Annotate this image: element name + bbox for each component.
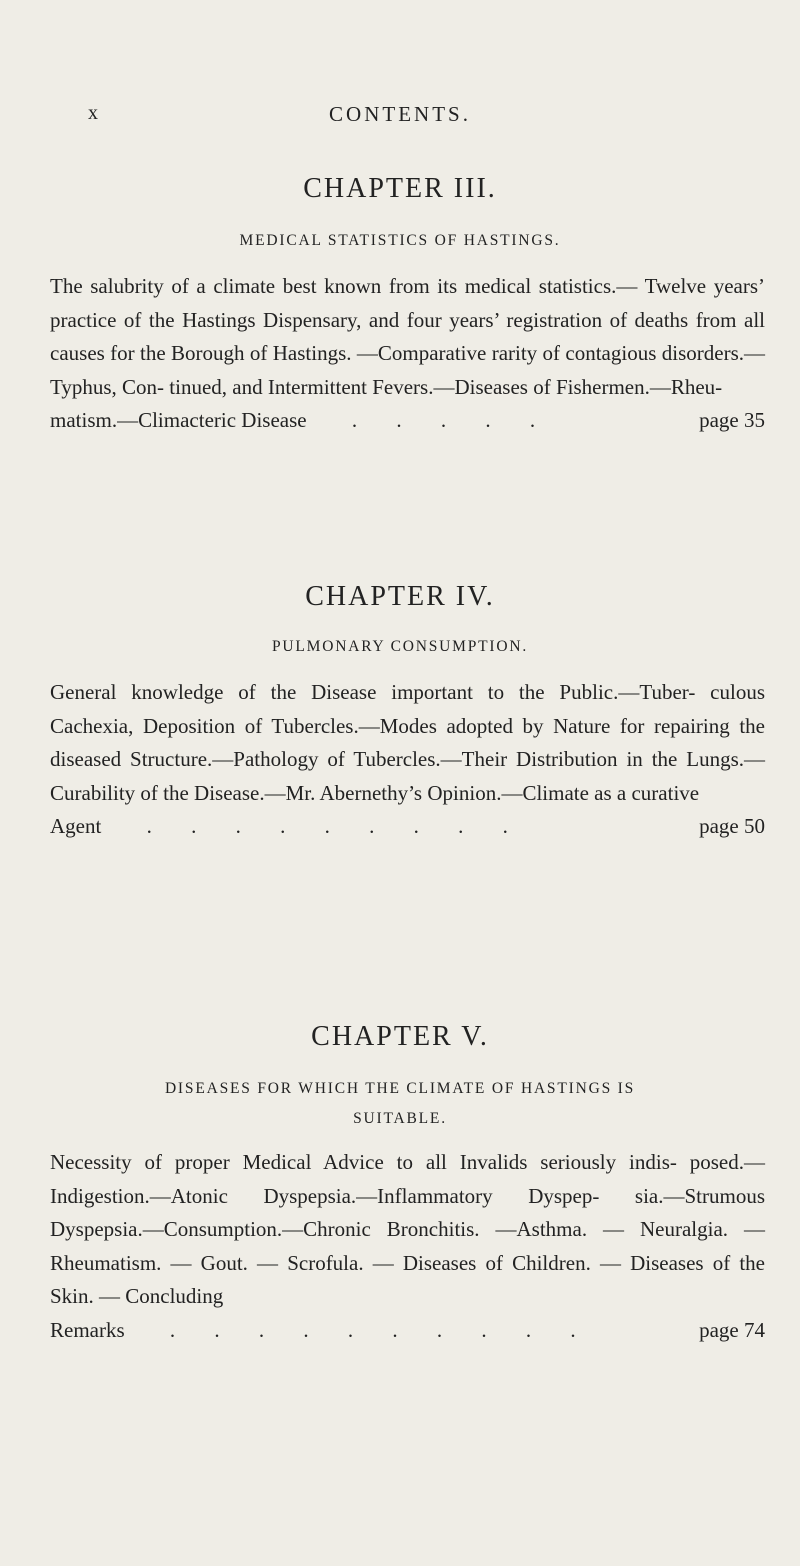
chapter-title: CHAPTER III. [303,173,497,204]
summary-final-line [50,404,765,438]
dot-leader: . . . . . . . . . [146,814,525,838]
summary-text: The salubrity of a climate best known from its medical statistics.— Twelve years’ practice of the Hastings Dispensary, and four years’ registration of deaths from all causes for the Borough of Hastings. —Comparative rarity of contagious disorders.—Typhus, Con- tinued, and Intermittent Fevers.—Diseases of Fishermen.—Rheu- [50,274,765,399]
running-head: CONTENTS. [329,102,471,126]
chapter-subtitle: PULMONARY CONSUMPTION. [271,638,529,655]
chapter-4-heading [0,580,800,662]
chapter-subtitle-line-1: DISEASES FOR WHICH THE CLIMATE OF HASTINGS IS [164,1080,636,1097]
summary-final-line [50,1314,765,1348]
chapter-subtitle: MEDICAL STATISTICS OF HASTINGS. [239,232,561,249]
summary-last-words: Agent [50,814,102,838]
summary-last-words: matism.—Climacteric Disease [50,408,307,432]
chapter-3-heading [0,172,800,256]
chapter-5-summary [50,1146,765,1347]
chapter-5-heading [0,1020,800,1134]
page-reference: page 50 [699,814,765,838]
chapter-title: CHAPTER V. [311,1021,489,1052]
chapter-title: CHAPTER IV. [305,581,495,612]
dot-leader: . . . . . . . . . . [169,1317,593,1342]
chapter-3-summary [50,270,765,438]
summary-final-line [50,810,765,844]
summary-text: Necessity of proper Medical Advice to all Invalids seriously indis- posed.—Indigestion.—Atonic Dyspepsia.—Inflammatory Dyspep- sia.—Strumous Dyspepsia.—Consumption.—Chronic Bronchitis. —Asthma. — Neuralgia. — Rheumatism. — Gout. — Scrofula. — Diseases of Children. — Diseases of the Skin. — Concluding [50,1150,765,1308]
page-number: x [88,102,99,124]
summary-last-words: Remarks [50,1317,125,1342]
page-reference: page 74 [699,1317,765,1342]
dot-leader: . . . . . [351,408,553,432]
chapter-4-summary [50,676,765,844]
chapter-subtitle-line-2: SUITABLE. [353,1110,447,1127]
page-reference: page 35 [699,408,765,432]
page-header [0,102,800,132]
summary-text: General knowledge of the Disease important to the Public.—Tuber- culous Cachexia, Deposition of Tubercles.—Modes adopted by Nature for repairing the diseased Structure.—Pathology of Tubercles.—Their Distribution in the Lungs.—Curability of the Disease.—Mr. Abernethy’s Opinion.—Climate as a curative [50,680,765,805]
